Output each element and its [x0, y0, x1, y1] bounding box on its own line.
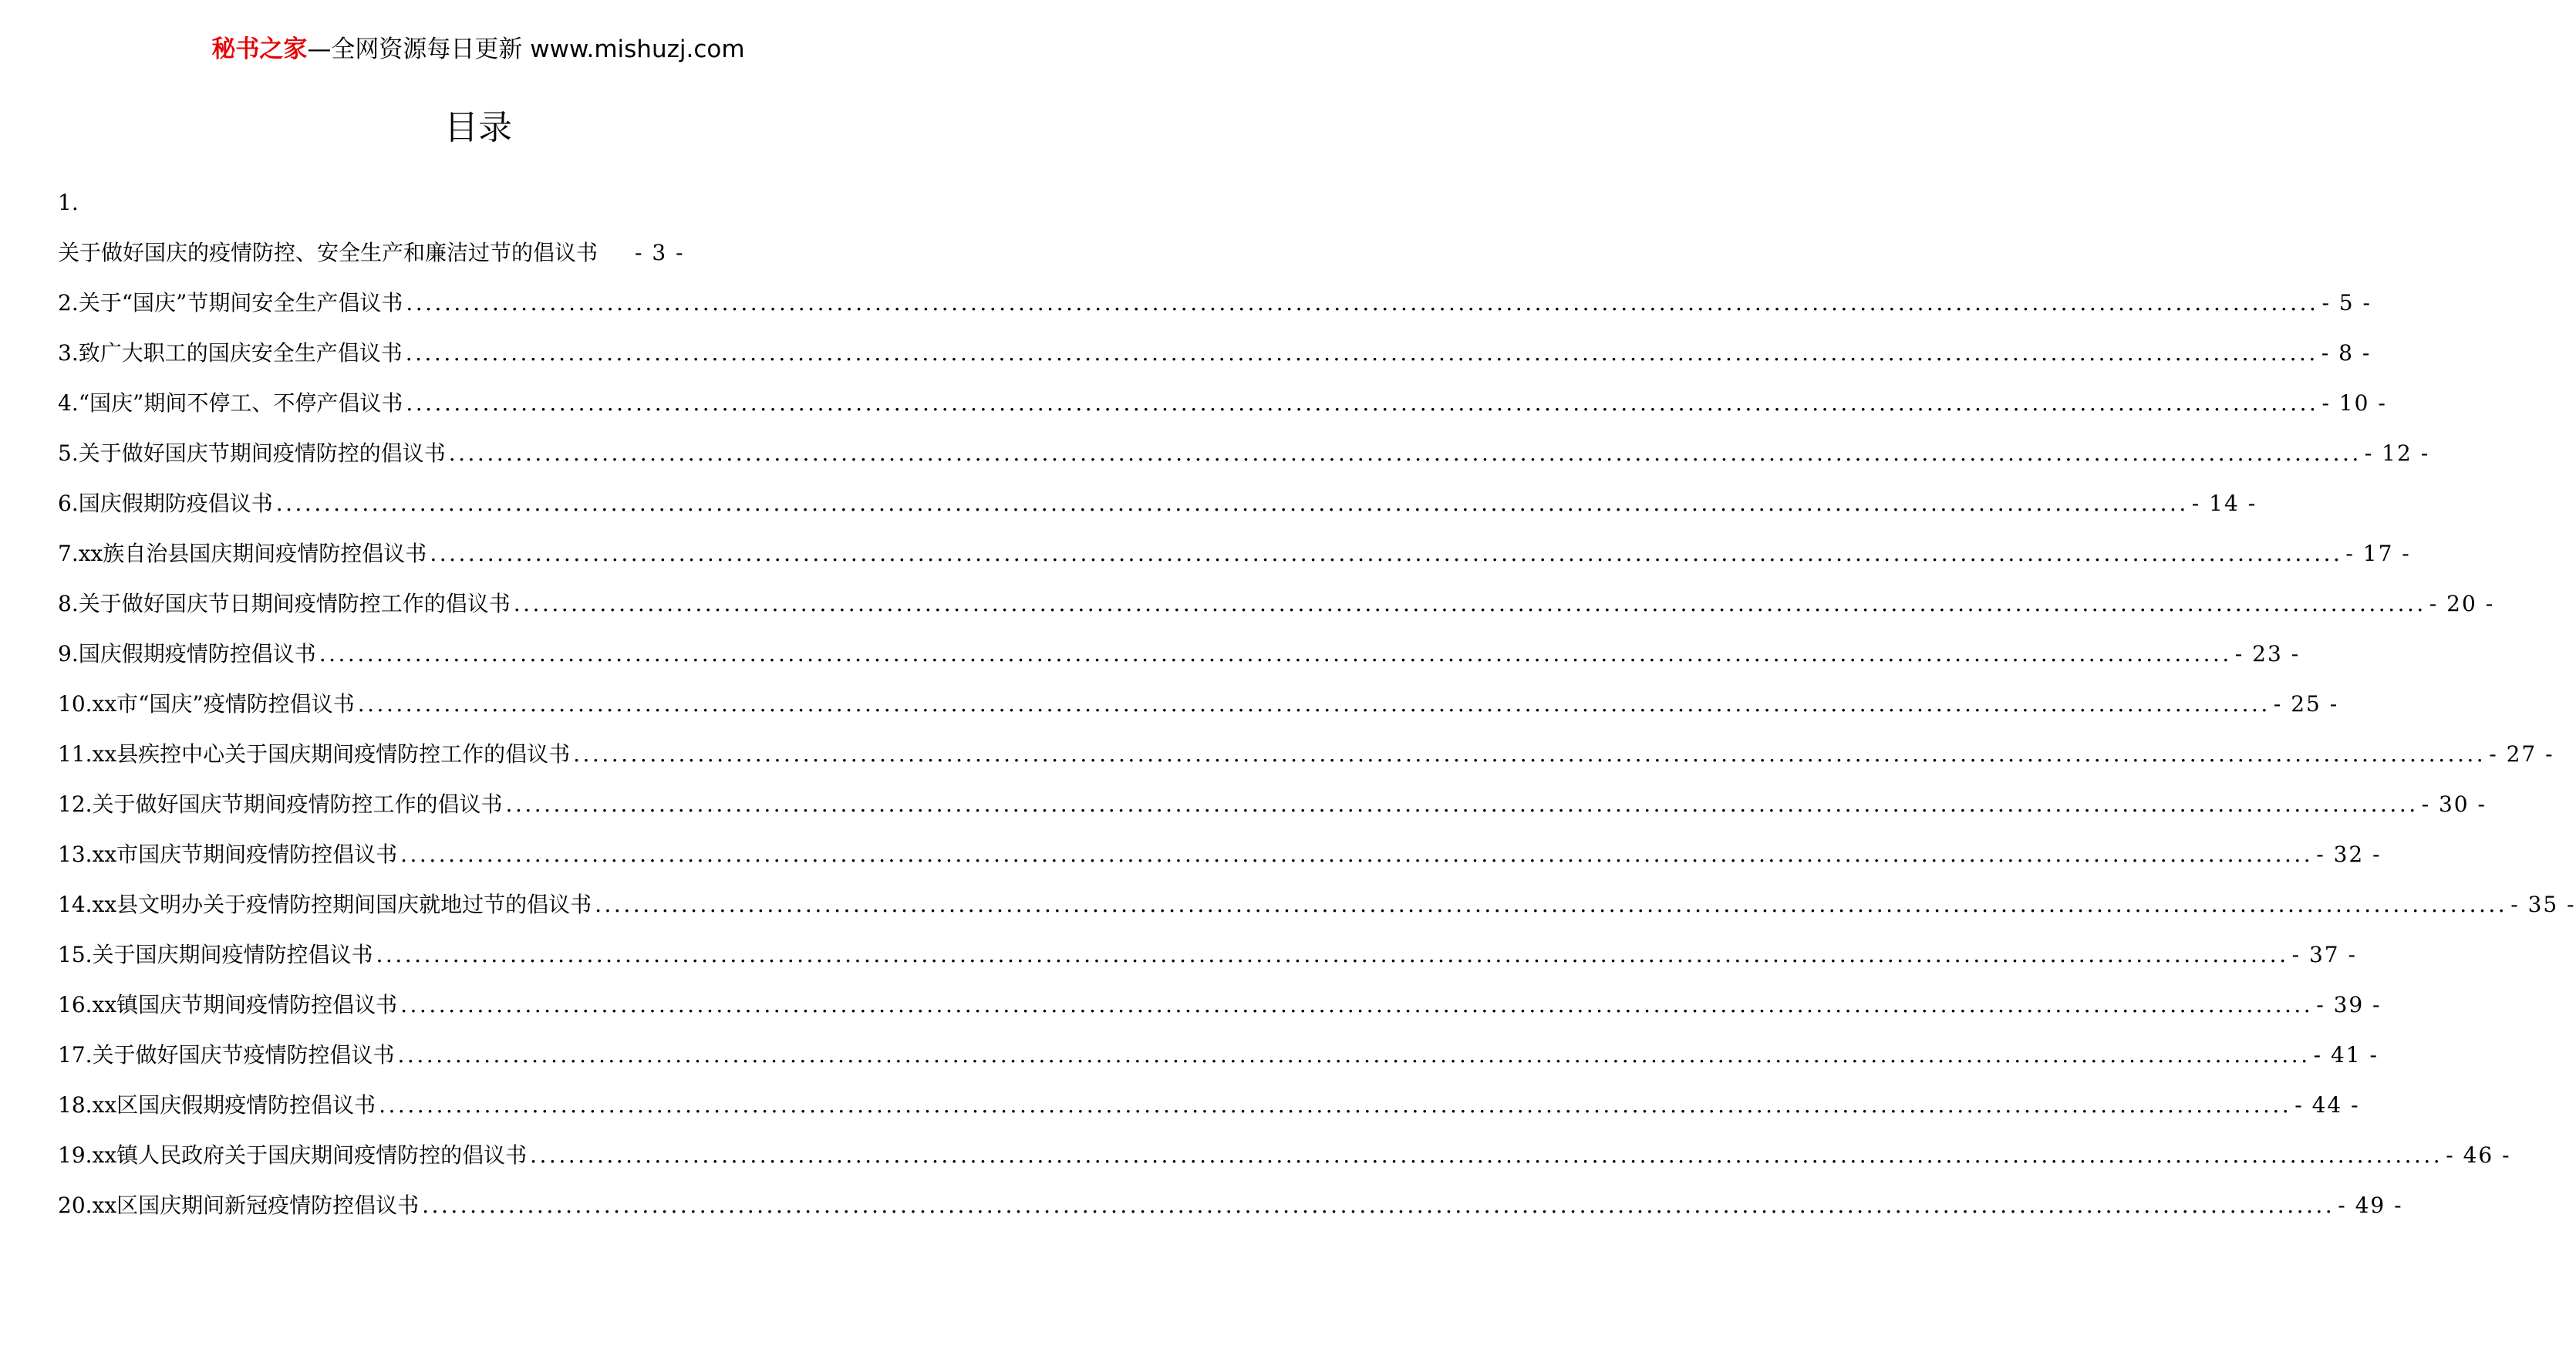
toc-entry[interactable] [58, 842, 2382, 893]
toc-entry-page: - 49 - [2338, 1193, 2403, 1218]
toc-entry-page: - 35 - [2510, 892, 2576, 917]
toc-entry[interactable] [58, 741, 2554, 793]
toc-entry-label: 14.xx县文明办关于疫情防控期间国庆就地过节的倡议书 [58, 892, 592, 917]
toc-leader: ........................................................................................................................................................................................................ [400, 842, 2314, 867]
brand-name: 秘书之家 [211, 35, 308, 63]
toc-entry[interactable] [58, 641, 2301, 693]
toc-entry-label: 15.关于国庆期间疫情防控倡议书 [58, 942, 373, 967]
toc-entry[interactable] [58, 1142, 2511, 1194]
toc-entry[interactable] [58, 892, 2576, 943]
toc-entry[interactable] [58, 591, 2495, 643]
toc-entry-label: 13.xx市国庆节期间疫情防控倡议书 [58, 842, 398, 867]
toc-entry[interactable] [58, 440, 2430, 492]
toc-entry[interactable] [58, 992, 2382, 1044]
toc-entry-page: - 10 - [2321, 390, 2387, 416]
toc-entry-label: 8.关于做好国庆节日期间疫情防控工作的倡议书 [58, 591, 511, 616]
toc-entry-page: - 23 - [2234, 641, 2301, 666]
toc-entry-label: 4.“国庆”期间不停工、不停产倡议书 [58, 390, 403, 416]
toc-leader: ........................................................................................................................................................................................................ [595, 892, 2508, 917]
toc-leader: ........................................................................................................................................................................................................ [406, 390, 2319, 416]
toc-leader: ........................................................................................................................................................................................................ [422, 1193, 2335, 1218]
toc-entry[interactable] [58, 241, 899, 292]
toc-entry-label: 关于做好国庆的疫情防控、安全生产和廉洁过节的倡议书 [58, 240, 598, 265]
site-header [0, 34, 956, 65]
toc-entry-label: 5.关于做好国庆节期间疫情防控的倡议书 [58, 440, 446, 466]
toc-entry-label: 9.国庆假期疫情防控倡议书 [58, 641, 316, 666]
toc-leader: ........................................................................................................................................................................................................ [357, 691, 2271, 717]
toc-entry[interactable] [58, 1042, 2379, 1094]
toc-entry[interactable] [58, 491, 2257, 542]
toc-entry-label: 19.xx镇人民政府关于国庆期间疫情防控的倡议书 [58, 1142, 528, 1168]
toc-entry-label: 17.关于做好国庆节疫情防控倡议书 [58, 1042, 395, 1068]
toc-entry[interactable] [58, 691, 2339, 743]
toc-entry-label: 7.xx族自治县国庆期间疫情防控倡议书 [58, 541, 427, 566]
toc-leader: ........................................................................................................................................................................................................ [448, 440, 2362, 466]
toc-entry-page: - 37 - [2291, 942, 2357, 967]
toc-leader: ........................................................................................................................................................................................................ [400, 992, 2314, 1017]
toc-entry-label: 6.国庆假期防疫倡议书 [58, 491, 273, 516]
toc-leader: ........................................................................................................................................................................................................ [405, 340, 2318, 366]
toc-entry-page: - 27 - [2489, 741, 2554, 767]
toc-entry-page: - 17 - [2345, 541, 2411, 566]
toc-entry-label: 20.xx区国庆期间新冠疫情防控倡议书 [58, 1193, 420, 1218]
toc-leader: ........................................................................................................................................................................................................ [513, 591, 2426, 616]
toc-leader: ........................................................................................................................................................................................................ [573, 741, 2487, 767]
toc-leader: ........................................................................................................................................................................................................ [530, 1142, 2443, 1168]
toc-entry-label: 12.关于做好国庆节期间疫情防控工作的倡议书 [58, 791, 503, 817]
toc-leader: ........................................................................................................................................................................................................ [406, 290, 2319, 315]
page-title: 目录 [444, 108, 512, 147]
toc-entry[interactable] [58, 340, 2372, 392]
table-of-contents [58, 190, 2576, 1244]
toc-entry-label: 3.致广大职工的国庆安全生产倡议书 [58, 340, 403, 366]
toc-entry-page: - 14 - [2191, 491, 2257, 516]
toc-leader: ........................................................................................................................................................................................................ [505, 791, 2419, 817]
toc-leader: ........................................................................................................................................................................................................ [319, 641, 2232, 666]
toc-entry-page: - 25 - [2273, 691, 2339, 717]
toc-entry[interactable] [58, 1193, 2403, 1244]
toc-entry[interactable] [58, 290, 2372, 342]
toc-leader: ........................................................................................................................................................................................................ [376, 942, 2289, 967]
toc-entry-label: 10.xx市“国庆”疫情防控倡议书 [58, 691, 355, 717]
toc-entry-page: - 32 - [2316, 842, 2382, 867]
toc-entry-page: - 8 - [2321, 340, 2372, 366]
toc-entry-label: 18.xx区国庆假期疫情防控倡议书 [58, 1092, 376, 1118]
toc-leader: ........................................................................................................................................................................................................ [397, 1042, 2311, 1068]
toc-entry-page: - 46 - [2446, 1142, 2511, 1168]
toc-entry-label: 16.xx镇国庆节期间疫情防控倡议书 [58, 992, 398, 1017]
toc-entry-page: - 20 - [2429, 591, 2495, 616]
toc-leader: ........................................................................................................................................................................................................ [430, 541, 2343, 566]
toc-entry-label: 2.关于“国庆”节期间安全生产倡议书 [58, 290, 403, 315]
toc-entry-page: - 41 - [2313, 1042, 2379, 1068]
toc-entry-page: - 30 - [2421, 791, 2487, 817]
toc-entry-page: - 39 - [2316, 992, 2382, 1017]
toc-leader: ........................................................................................................................................................................................................ [275, 491, 2189, 516]
toc-first-number: 1. [58, 190, 79, 215]
toc-entry-page: - 5 - [2321, 290, 2372, 315]
toc-entry-page: - 3 - [635, 240, 685, 265]
header-slogan: —全网资源每日更新 www.mishuzj.com [307, 35, 745, 63]
toc-entry[interactable] [58, 541, 2411, 592]
toc-leader: ........................................................................................................................................................................................................ [379, 1092, 2292, 1118]
toc-entry-page: - 12 - [2364, 440, 2430, 466]
toc-entry[interactable] [58, 390, 2387, 442]
toc-entry[interactable] [58, 942, 2357, 994]
toc-entry[interactable] [58, 791, 2487, 843]
toc-entry-label: 11.xx县疾控中心关于国庆期间疫情防控工作的倡议书 [58, 741, 571, 767]
toc-entry[interactable] [58, 1092, 2360, 1144]
toc-entry-page: - 44 - [2294, 1092, 2360, 1118]
